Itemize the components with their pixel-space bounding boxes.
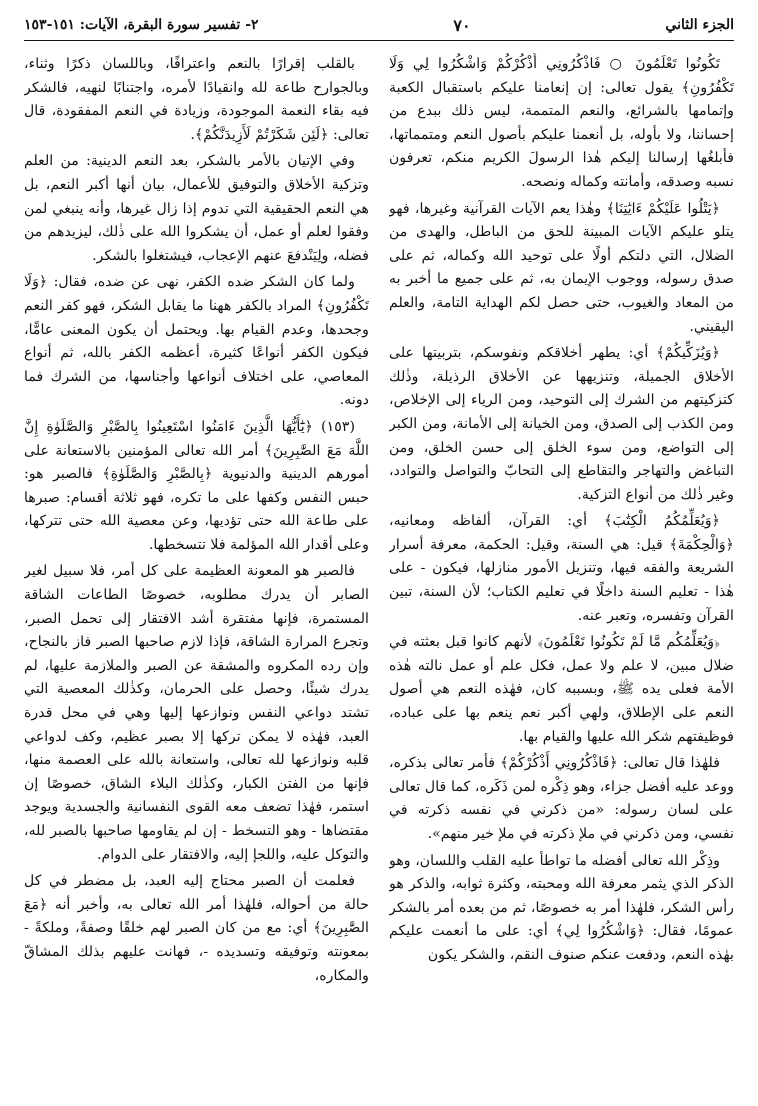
part-title: الجزء الثاني bbox=[665, 17, 734, 33]
paragraph: ﴿وَيُزَكِّيكُمْ﴾ أي: يطهر أخلاقكم ونفوسكم، بتربيتها على الأخلاق الجميلة، وتنزيهها عن الأخلاق الرذيلة، وذٰلك كتزكيتهم من الشرك إلى التوحيد، ومن الرياء إلى الإخلاص، ومن الكذب إلى الصدق، ومن الخيانة إلى الأمانة، ومن الكبر إلى التواضع، ومن سوء الخلق إلى حسن الخلق، ومن التباغض والتهاجر والتقاطع إلى التحابّ والتواصل والتوادد، وغير ذٰلك من أنواع التزكية. bbox=[389, 345, 734, 503]
paragraph: فالصبر هو المعونة العظيمة على كل أمر، فلا سبيل لغير الصابر أن يدرك مطلوبه، خصوصًا الطاعات الشاقة المستمرة، فإنها مفتقرة أشد الافتقار إلى تحمل الصبر، وتجرع المرارة الشاقة، فإذا لازم صاحبها الصبر فاز بالنجاح، وإن رده المكروه والمشقة عن الصبر والملازمة عليها، لم يدرك شيئًا، وحصل على الحرمان، وكذٰلك المعصية التي تشتد دواعي النفس ونوازعها إليها وهي في محل قدرة العبد، فهٰذه لا يمكن تركها إلا بصبر عظيم، وكف لدواعي قلبه ونوازعها لله تعالى، واستعانة بالله على العصمة منها، فإنها من الفتن الكبار، وكذٰلك البلاء الشاق، خصوصًا إن استمر، فهٰذا تضعف معه القوى النفسانية والجسدية ويوجد مقتضاها - وهو التسخط - إن لم يقاومها صاحبها بالصبر لله، والتوكل عليه، واللجإ إليه، والافتقار على الدوام. bbox=[24, 563, 369, 863]
paragraph: ﴿وَيُعَلِّمُكُم مَّا لَمْ تَكُونُوا تَعْلَمُونَ﴾ لأنهم كانوا قبل بعثته في ضلال مبين، لا علم ولا عمل، فكل علم أو عمل نالته هٰذه الأمة فعلى يده ﷺ، وبسببه كان، فهٰذه النعم هي أصول النعم على الإطلاق، ولهي أكبر نعم ينعم بها على عباده، فوظيفتهم شكر الله عليها والقيام بها. bbox=[389, 634, 734, 745]
surah-info: ٢- تفسير سورة البقرة، الآيات: ١٥١-١٥٣ bbox=[24, 17, 259, 33]
paragraph: وفي الإتيان بالأمر بالشكر، بعد النعم الدينية: من العلم وتزكية الأخلاق والتوفيق للأعمال، بيان أنها أكبر النعم، بل هي النعم الحقيقية التي تدوم إذا زال غيرها، وأنه ينبغي لمن وفقوا لعلم أو عمل، أن يشكروا الله على ذٰلك، ليزيدهم من فضله، ولِيَنْدفعَ عنهم الإعجاب، فيشتغلوا بالشكر. bbox=[24, 153, 369, 264]
text-columns bbox=[24, 53, 734, 1093]
paragraph: وذِكْر الله تعالى أفضله ما تواطأ عليه القلب واللسان، وهو الذكر الذي يثمر معرفة الله ومحبته، وكثرة ثوابه، والذكر هو رأس الشكر، فلهٰذا أمر به خصوصًا، ثم من بعده أمر بالشكر عمومًا، فقال: ﴿وَاشْكُرُوا لِي﴾ أي: على ما أنعمت عليكم بهٰذه النعم، ودفعت عنكم صنوف النقم، والشكر يكون bbox=[389, 852, 734, 963]
left-column bbox=[24, 53, 369, 1093]
paragraph: تَكُونُوا تَعْلَمُونَ ○ فَاذْكُرُونِي أَذْكُرْكُمْ وَاشْكُرُوا لِي وَلَا تَكْفُرُونِ﴾ يقول تعالى: إن إنعامنا عليكم باستقبال الكعبة وإتمامها بالشرائع، والنعم المتممة، ليس ذلك ببدع من إحساننا، ولا بأوله، بل أنعمنا عليكم بأصول النعم ومتمماتها، فأبلغُها إرسالنا إليكم هٰذا الرسولَ الكريم منكم، تعرفون نسبه وصدقه، وأمانته وكماله ونصحه. bbox=[389, 56, 734, 190]
paragraph: ﴿يَتْلُوا عَلَيْكُمْ ءَايَٰتِنَا﴾ وهٰذا يعم الآيات القرآنية وغيرها، فهو يتلو عليكم الآيات المبينة للحق من الباطل، والهدى من الضلال، التي دلتكم أولًا على توحيد الله وكماله، ثم على صدق رسوله، ووجوب الإيمان به، ثم على جميع ما أخبر به من المعاد والغيوب، حتى حصل لكم الهداية التامة، والعلم اليقيني. bbox=[389, 200, 734, 335]
page-number: ٧٠ bbox=[453, 15, 471, 35]
paragraph: فعلمت أن الصبر محتاج إليه العبد، بل مضطر في كل حالة من أحواله، فلهٰذا أمر الله تعالى به، وأخبر أنه ﴿مَعَ الصَّٰبِرِينَ﴾ أي: مع من كان الصبر لهم خلقًا وصفةً، وملكةً - بمعونته وتوفيقه وتسديده -، فهانت عليهم بذلك المشاقّ والمكاره، bbox=[24, 873, 369, 984]
paragraph: فلهٰذا قال تعالى: ﴿فَاذْكُرُونِي أَذْكُرْكُمْ﴾ فأمر تعالى بذكره، ووعد عليه أفضل جزاء، وهو ذِكْره لمن ذَكَره، كما قال تعالى على لسان رسوله: «من ذكرني في نفسه ذكرته في نفسي، ومن ذكرني في ملإ ذكرته في ملإ خير منهم». bbox=[389, 755, 734, 842]
paragraph: (١٥٣) ﴿يَٰٓأَيُّهَا الَّذِينَ ءَامَنُوا اسْتَعِينُوا بِالصَّبْرِ وَالصَّلَوٰةِ إِنَّ اللَّهَ مَعَ الصَّٰبِرِينَ﴾ أمر الله تعالى المؤمنين بالاستعانة على أمورهم الدينية والدنيوية ﴿بِالصَّبْرِ وَالصَّلَوٰةِ﴾ فالصبر هو: حبس النفس وكفها على ما تكره، فهو ثلاثة أقسام: صبرها على طاعة الله حتى تؤديها، وعن معصية الله حتى تتركها، وعلى أقدار الله المؤلمة فلا تتسخطها. bbox=[24, 418, 369, 553]
right-column bbox=[389, 53, 734, 1093]
paragraph: ولما كان الشكر ضده الكفر، نهى عن ضده، فقال: ﴿وَلَا تَكْفُرُونِ﴾ المراد بالكفر ههنا ما يقابل الشكر، فهو كفر النعم وجحدها، وعدم القيام بها. ويحتمل أن يكون المعنى عامًّا، فيكون الكفر أنواعًا كثيرة، أعظمه الكفر بالله، ثم أنواع المعاصي، على اختلاف أنواعها وأجناسها، من الشرك فما دونه. bbox=[24, 274, 369, 409]
page-header bbox=[24, 10, 734, 41]
paragraph: ﴿وَيُعَلِّمُكُمُ الْكِتَٰبَ﴾ أي: القرآن، ألفاظه ومعانيه، ﴿وَالْحِكْمَةَ﴾ قيل: هي السنة، وقيل: الحكمة، معرفة أسرار الشريعة والفقه فيها، وتنزيل الأمور منازلها، فيكون - على هٰذا - تعليم السنة داخلًا في تعليم الكتاب؛ لأن السنة، تبين القرآن وتفسره، وتعبر عنه. bbox=[389, 513, 734, 624]
paragraph: بالقلب إقرارًا بالنعم واعترافًا، وباللسان ذكرًا وثناء، وبالجوارح طاعة لله وانقيادًا لأمره، واجتنابًا لنهيه، فالشكر فيه بقاء النعمة الموجودة، وزيادة في النعم المفقودة، قال تعالى: ﴿لَئِن شَكَرْتُمْ لَأَزِيدَنَّكُمْ﴾. bbox=[24, 56, 369, 143]
